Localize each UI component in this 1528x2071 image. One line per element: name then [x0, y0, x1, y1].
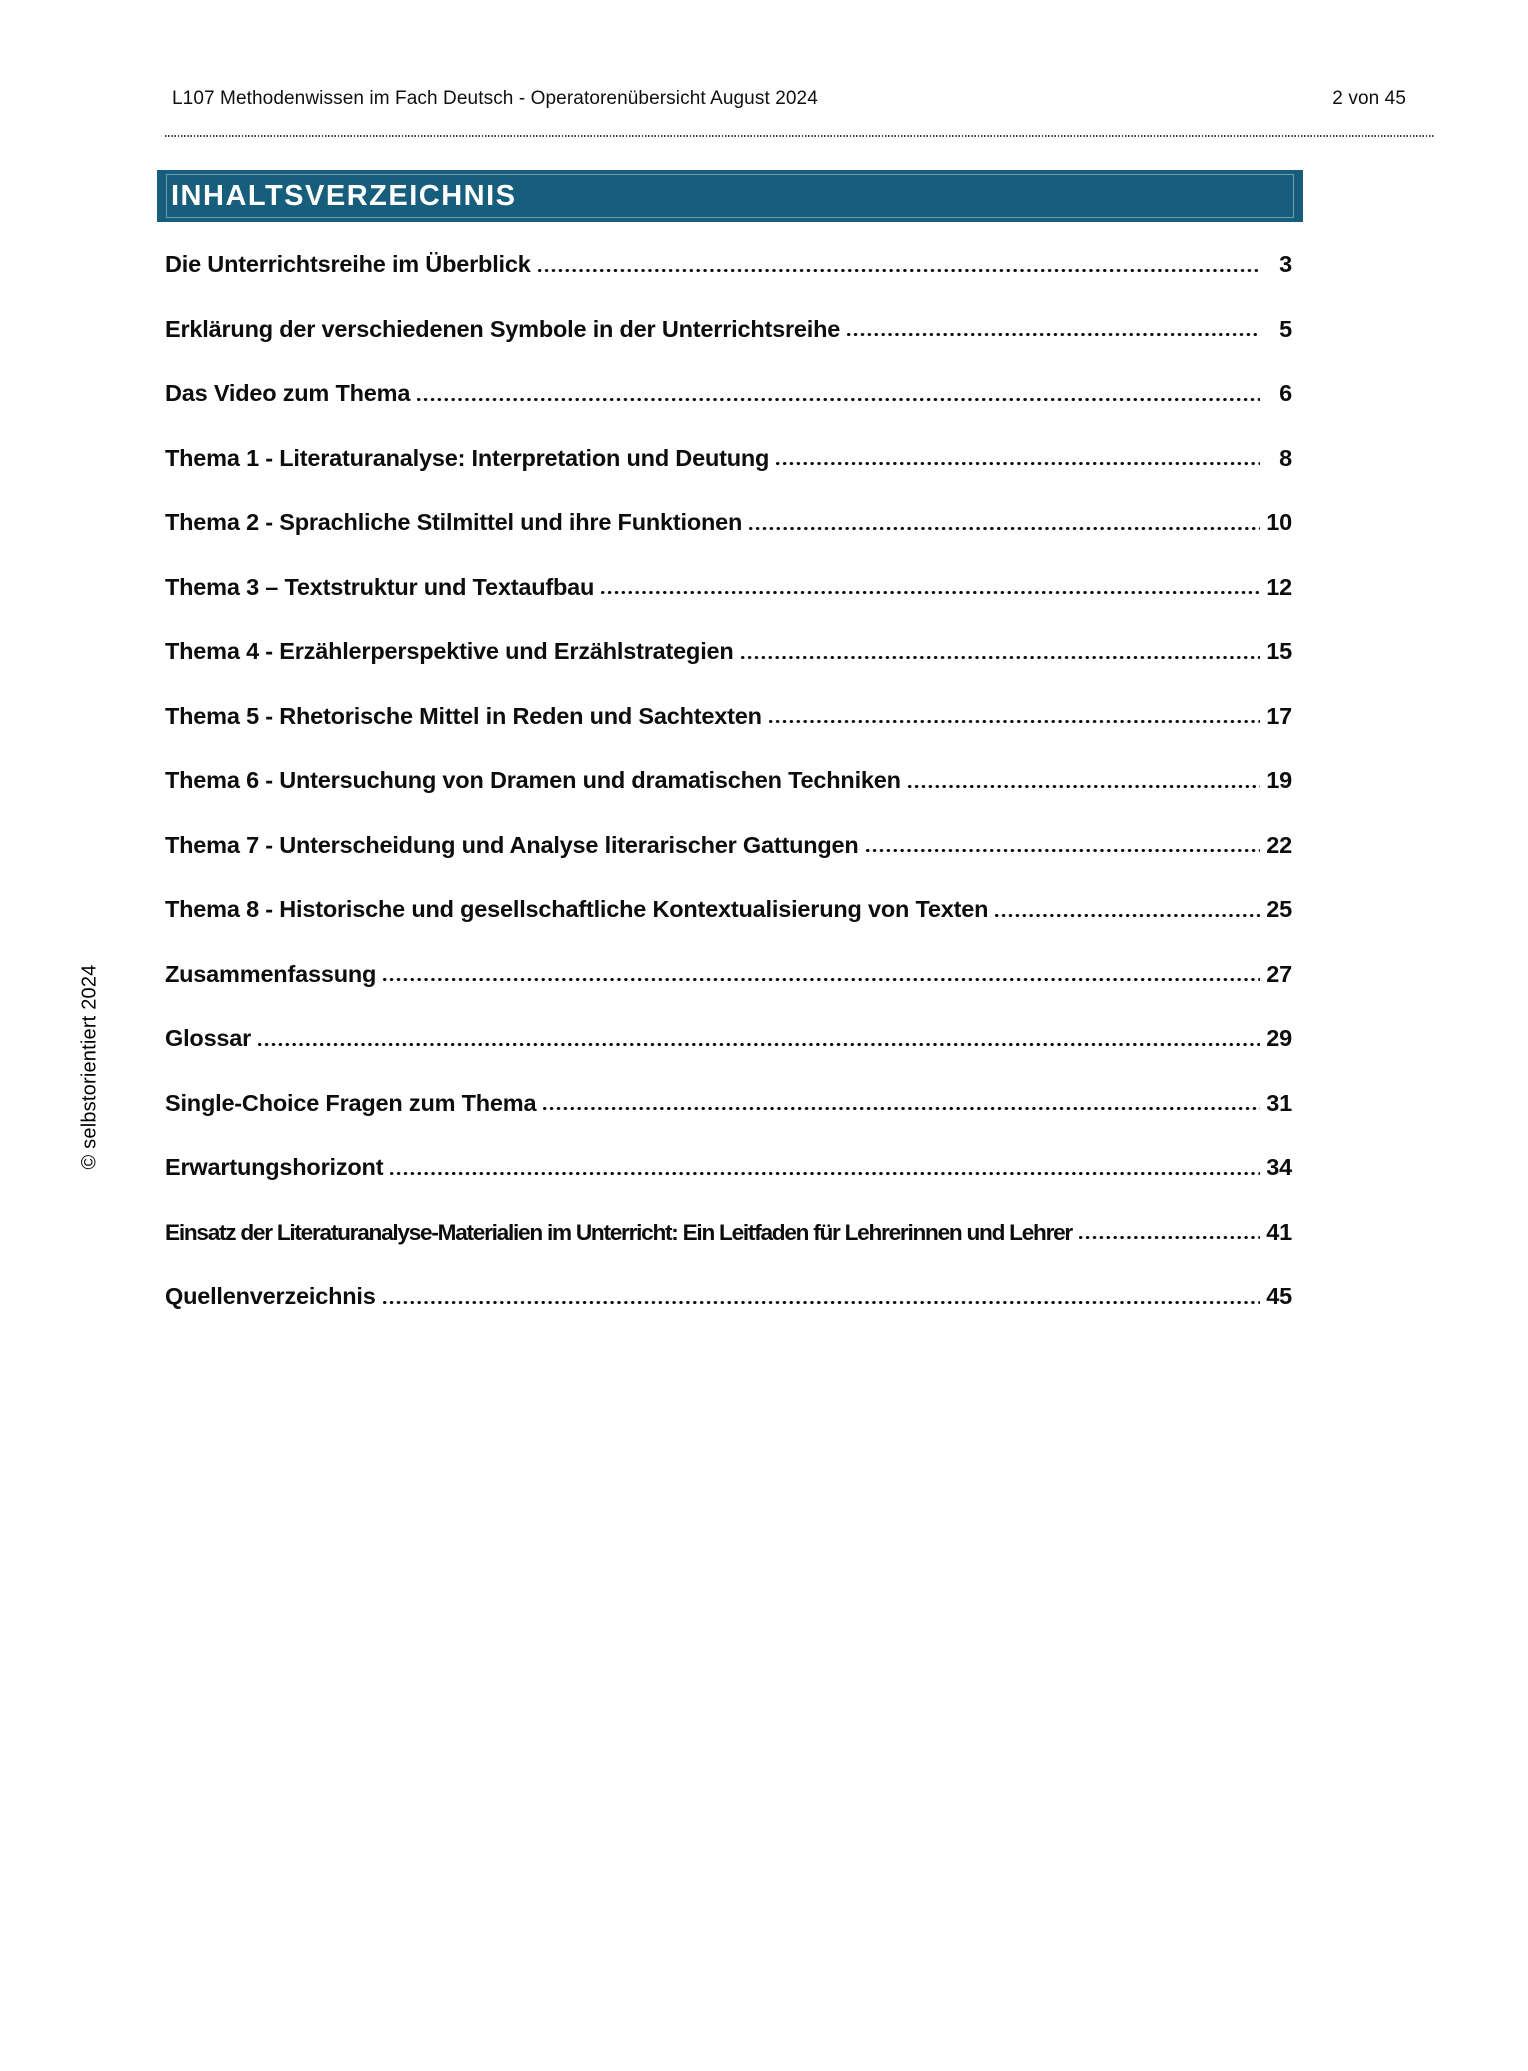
toc-entry-page: 41: [1266, 1218, 1292, 1245]
toc-entry-title: Die Unterrichtsreihe im Überblick: [165, 251, 531, 277]
toc-entry-title: Thema 5 - Rhetorische Mittel in Reden und Sachtexten: [165, 702, 762, 729]
toc-dot-leader: [741, 656, 1260, 659]
toc-entry[interactable]: [165, 574, 1292, 639]
toc-entry-page: 6: [1279, 380, 1292, 406]
toc-dot-leader: [908, 785, 1260, 788]
toc-entry-page: 19: [1266, 767, 1292, 793]
toc-entry[interactable]: [165, 1154, 1292, 1219]
toc-banner-title: INHALTSVERZEICHNIS: [171, 179, 517, 212]
toc-dot-leader: [417, 398, 1260, 401]
toc-entry[interactable]: [165, 1219, 1292, 1284]
copyright-note: © selbstorientiert 2024: [78, 964, 101, 1170]
toc-entry-title: Erwartungshorizont: [165, 1154, 384, 1180]
toc-dot-leader: [995, 914, 1260, 917]
toc-entry-title: Das Video zum Thema: [165, 380, 411, 406]
toc-dot-leader: [383, 978, 1260, 981]
toc-entry-page: 10: [1266, 509, 1292, 535]
toc-entry-page: 15: [1266, 638, 1292, 664]
toc-entry[interactable]: [165, 316, 1292, 381]
header-divider: [165, 135, 1435, 137]
toc-entry-page: 3: [1279, 251, 1292, 277]
toc-entry[interactable]: [165, 380, 1292, 445]
toc-entry-title: Thema 2 - Sprachliche Stilmittel und ihre Funktionen: [165, 509, 743, 535]
toc-entry-title: Thema 3 – Textstruktur und Textaufbau: [165, 573, 595, 600]
table-of-contents: [165, 251, 1292, 1348]
toc-dot-leader: [258, 1043, 1260, 1046]
toc-entry-title: Thema 8 - Historische und gesellschaftliche Kontextualisierung von Texten: [165, 896, 989, 922]
toc-entry[interactable]: [165, 767, 1292, 832]
page-number: 2 von 45: [1332, 88, 1406, 109]
toc-entry[interactable]: [165, 896, 1292, 961]
toc-entry[interactable]: [165, 1090, 1292, 1155]
toc-dot-leader: [776, 462, 1260, 465]
toc-dot-leader: [538, 269, 1260, 272]
toc-entry[interactable]: [165, 509, 1292, 574]
toc-entry-page: 17: [1266, 702, 1292, 729]
toc-entry-title: Thema 7 - Unterscheidung und Analyse literarischer Gattungen: [165, 831, 859, 858]
toc-entry-page: 8: [1279, 444, 1292, 471]
toc-entry[interactable]: [165, 703, 1292, 768]
toc-entry-title: Einsatz der Literaturanalyse-Materialien im Unterricht: Ein Leitfaden für Lehrerinnen und Lehrer: [165, 1219, 1072, 1245]
toc-entry[interactable]: [165, 1283, 1292, 1348]
toc-entry[interactable]: [165, 445, 1292, 510]
toc-entry[interactable]: [165, 832, 1292, 897]
toc-entry-page: 27: [1266, 960, 1292, 987]
toc-entry-title: Erklärung der verschiedenen Symbole in der Unterrichtsreihe: [165, 315, 841, 342]
toc-dot-leader: [601, 591, 1260, 594]
toc-entry[interactable]: [165, 638, 1292, 703]
toc-dot-leader: [769, 720, 1260, 723]
toc-entry-page: 22: [1266, 831, 1292, 858]
toc-dot-leader: [847, 333, 1260, 336]
toc-entry-title: Glossar: [165, 1025, 252, 1051]
toc-dot-leader: [390, 1172, 1260, 1175]
toc-entry-page: 31: [1266, 1089, 1292, 1116]
toc-entry-title: Zusammenfassung: [165, 960, 377, 987]
toc-dot-leader: [749, 527, 1260, 530]
toc-dot-leader: [866, 849, 1260, 852]
document-title: L107 Methodenwissen im Fach Deutsch - Operatorenübersicht August 2024: [172, 88, 818, 109]
toc-dot-leader: [383, 1301, 1260, 1304]
toc-banner: [157, 170, 1303, 222]
toc-entry[interactable]: [165, 1025, 1292, 1090]
toc-entry-page: 29: [1266, 1025, 1292, 1051]
toc-entry-page: 12: [1266, 573, 1292, 600]
toc-entry-page: 25: [1266, 896, 1292, 922]
toc-entry-title: Quellenverzeichnis: [165, 1283, 376, 1309]
toc-entry-title: Thema 6 - Untersuchung von Dramen und dramatischen Techniken: [165, 767, 901, 793]
toc-entry-page: 45: [1266, 1283, 1292, 1309]
toc-entry[interactable]: [165, 961, 1292, 1026]
toc-entry-page: 34: [1266, 1154, 1292, 1180]
toc-entry-title: Thema 4 - Erzählerperspektive und Erzählstrategien: [165, 638, 734, 664]
toc-dot-leader: [543, 1107, 1260, 1110]
page-header: [172, 88, 1406, 110]
toc-entry-page: 5: [1279, 315, 1292, 342]
toc-entry[interactable]: [165, 251, 1292, 316]
toc-entry-title: Single-Choice Fragen zum Thema: [165, 1089, 537, 1116]
toc-entry-title: Thema 1 - Literaturanalyse: Interpretation und Deutung: [165, 444, 770, 471]
toc-dot-leader: [1079, 1236, 1260, 1239]
